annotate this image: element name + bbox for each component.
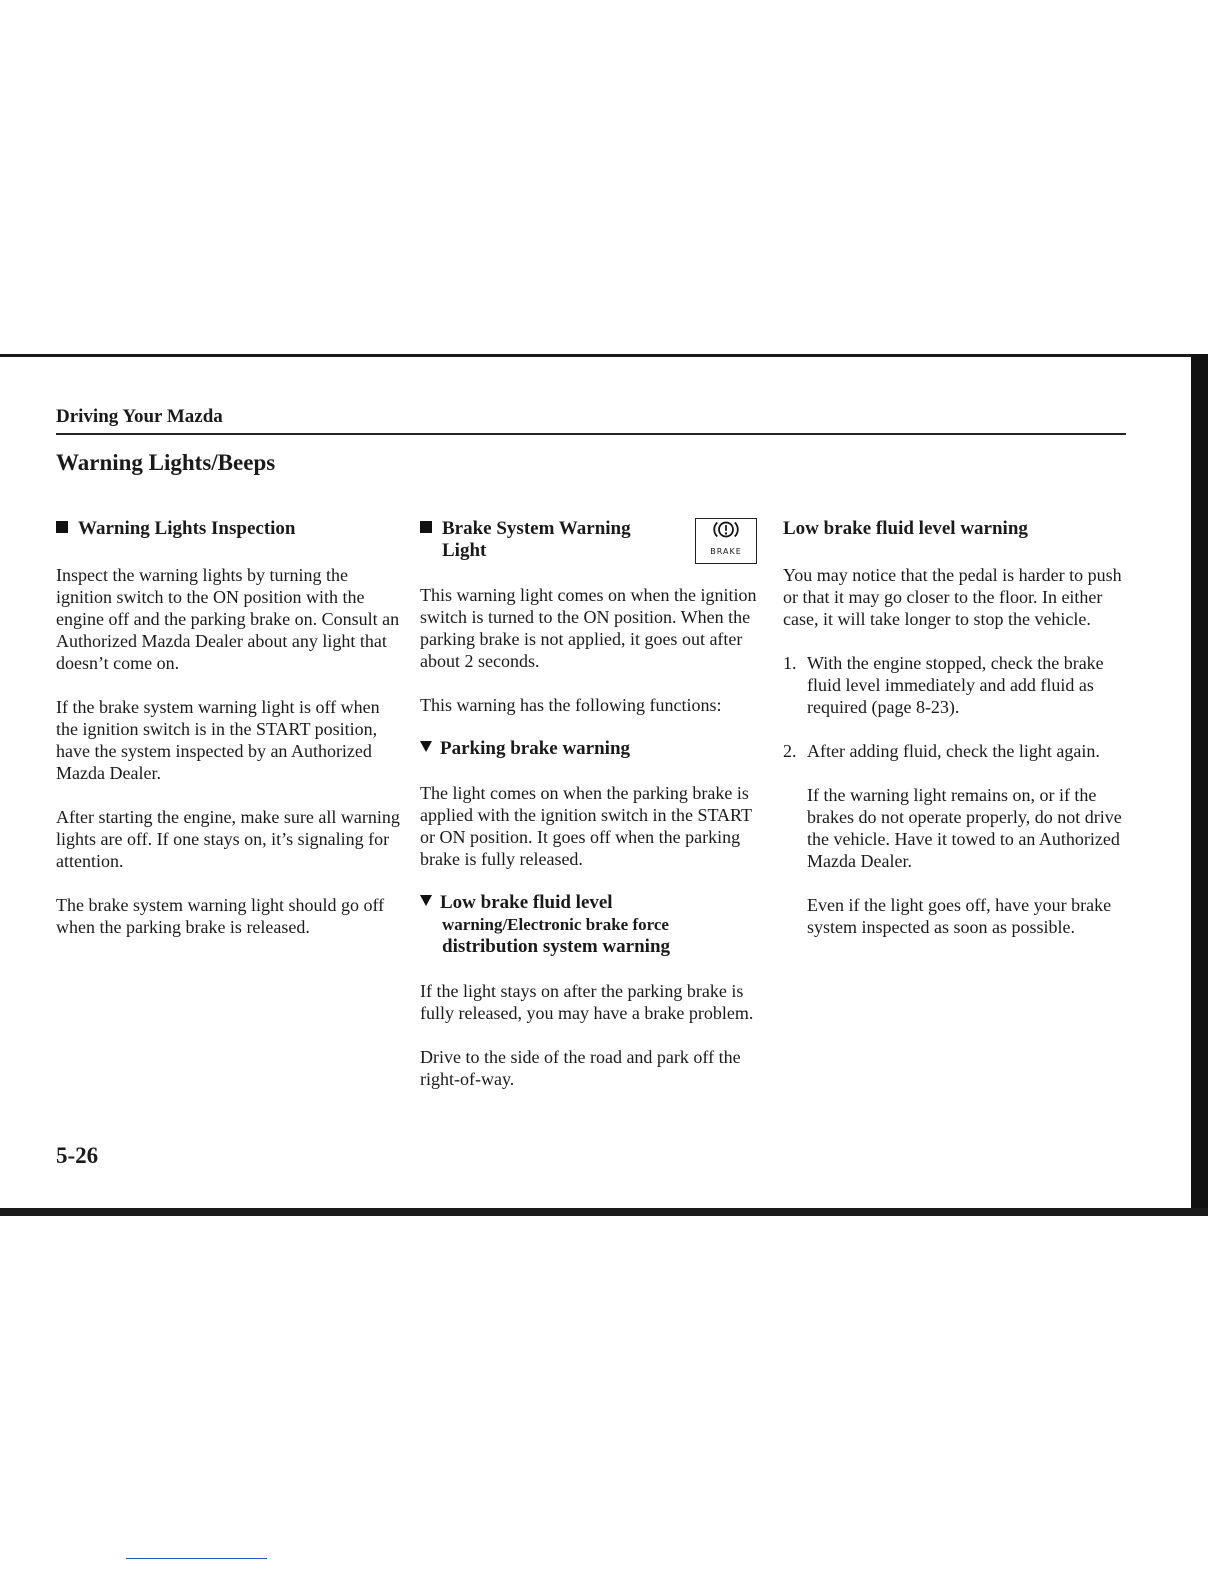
column-inspection (56, 518, 401, 960)
step-number: 2. (783, 741, 797, 761)
square-bullet-icon (56, 521, 68, 533)
subheading-low-fluid-ebd (420, 892, 765, 958)
brake-symbol-icon (709, 519, 743, 540)
square-bullet-icon (420, 521, 432, 533)
footer-line (126, 1558, 267, 1559)
paragraph: This warning light comes on when the ignition switch is turned to the ON position. When the parking brake is not applied, it goes out after about 2 seconds. (420, 585, 757, 671)
section-heading-low-fluid: Low brake fluid level warning (783, 518, 1028, 539)
paragraph: The light comes on when the parking brake is applied with the ignition switch in the START or ON position. It goes off when the parking brake is fully released. (420, 783, 752, 869)
step-note: Even if the light goes off, have your brake system inspected as soon as possible. (807, 895, 1112, 937)
brake-icon-label: BRAKE (710, 547, 742, 556)
steps-list (783, 652, 1128, 938)
heading-line: Low brake fluid level (440, 892, 613, 913)
section-heading-inspection: Warning Lights Inspection (56, 518, 401, 540)
running-head: Driving Your Mazda (56, 406, 223, 427)
step-text: With the engine stopped, check the brake fluid level immediately and add fluid as required (page 8-23). (807, 653, 1104, 717)
triangle-bullet-icon (420, 895, 432, 906)
column-brake-system (420, 518, 765, 1112)
column-low-fluid (783, 518, 1128, 960)
heading-line: Brake System Warning (442, 518, 631, 539)
paragraph: You may notice that the pedal is harder to push or that it may go closer to the floor. In either case, it will take longer to stop the vehicle. (783, 565, 1122, 629)
paragraph: Inspect the warning lights by turning the ignition switch to the ON position with the engine off and the parking brake on. Consult an Authorized Mazda Dealer about any light that doesn’t come on. (56, 565, 400, 673)
brake-warning-icon (695, 518, 757, 564)
heading-line: distribution system warning (442, 936, 671, 957)
frame-bottom-border (0, 1208, 1208, 1216)
paragraph: Drive to the side of the road and park off the right-of-way. (420, 1047, 741, 1089)
step-number: 1. (783, 653, 797, 673)
paragraph: If the brake system warning light is off when the ignition switch is in the START position, have the system inspected by an Authorized Mazda Dealer. (56, 697, 380, 783)
heading-line: warning/Electronic brake force (442, 915, 669, 934)
paragraph: The brake system warning light should go off when the parking brake is released. (56, 895, 385, 937)
section-heading-brake-system (420, 518, 765, 564)
paragraph: This warning has the following functions: (420, 695, 722, 715)
paragraph: If the light stays on after the parking brake is fully released, you may have a brake problem. (420, 981, 754, 1023)
heading-line: Light (442, 540, 487, 561)
step-note: If the warning light remains on, or if the brakes do not operate properly, do not drive the vehicle. Have it towed to an Authorized Mazda Dealer. (807, 785, 1122, 871)
subheading-parking-brake: Parking brake warning (420, 738, 765, 760)
frame-top-border (0, 354, 1208, 357)
page-number: 5-26 (56, 1143, 99, 1168)
triangle-bullet-icon (420, 741, 432, 752)
paragraph: After starting the engine, make sure all warning lights are off. If one stays on, it’s signaling for attention. (56, 807, 400, 871)
step-text: After adding fluid, check the light again. (807, 741, 1100, 761)
header-rule (56, 433, 1126, 435)
list-item (783, 652, 1128, 718)
list-item (783, 740, 1128, 938)
frame-right-border (1191, 354, 1208, 1216)
page-title: Warning Lights/Beeps (56, 450, 276, 475)
